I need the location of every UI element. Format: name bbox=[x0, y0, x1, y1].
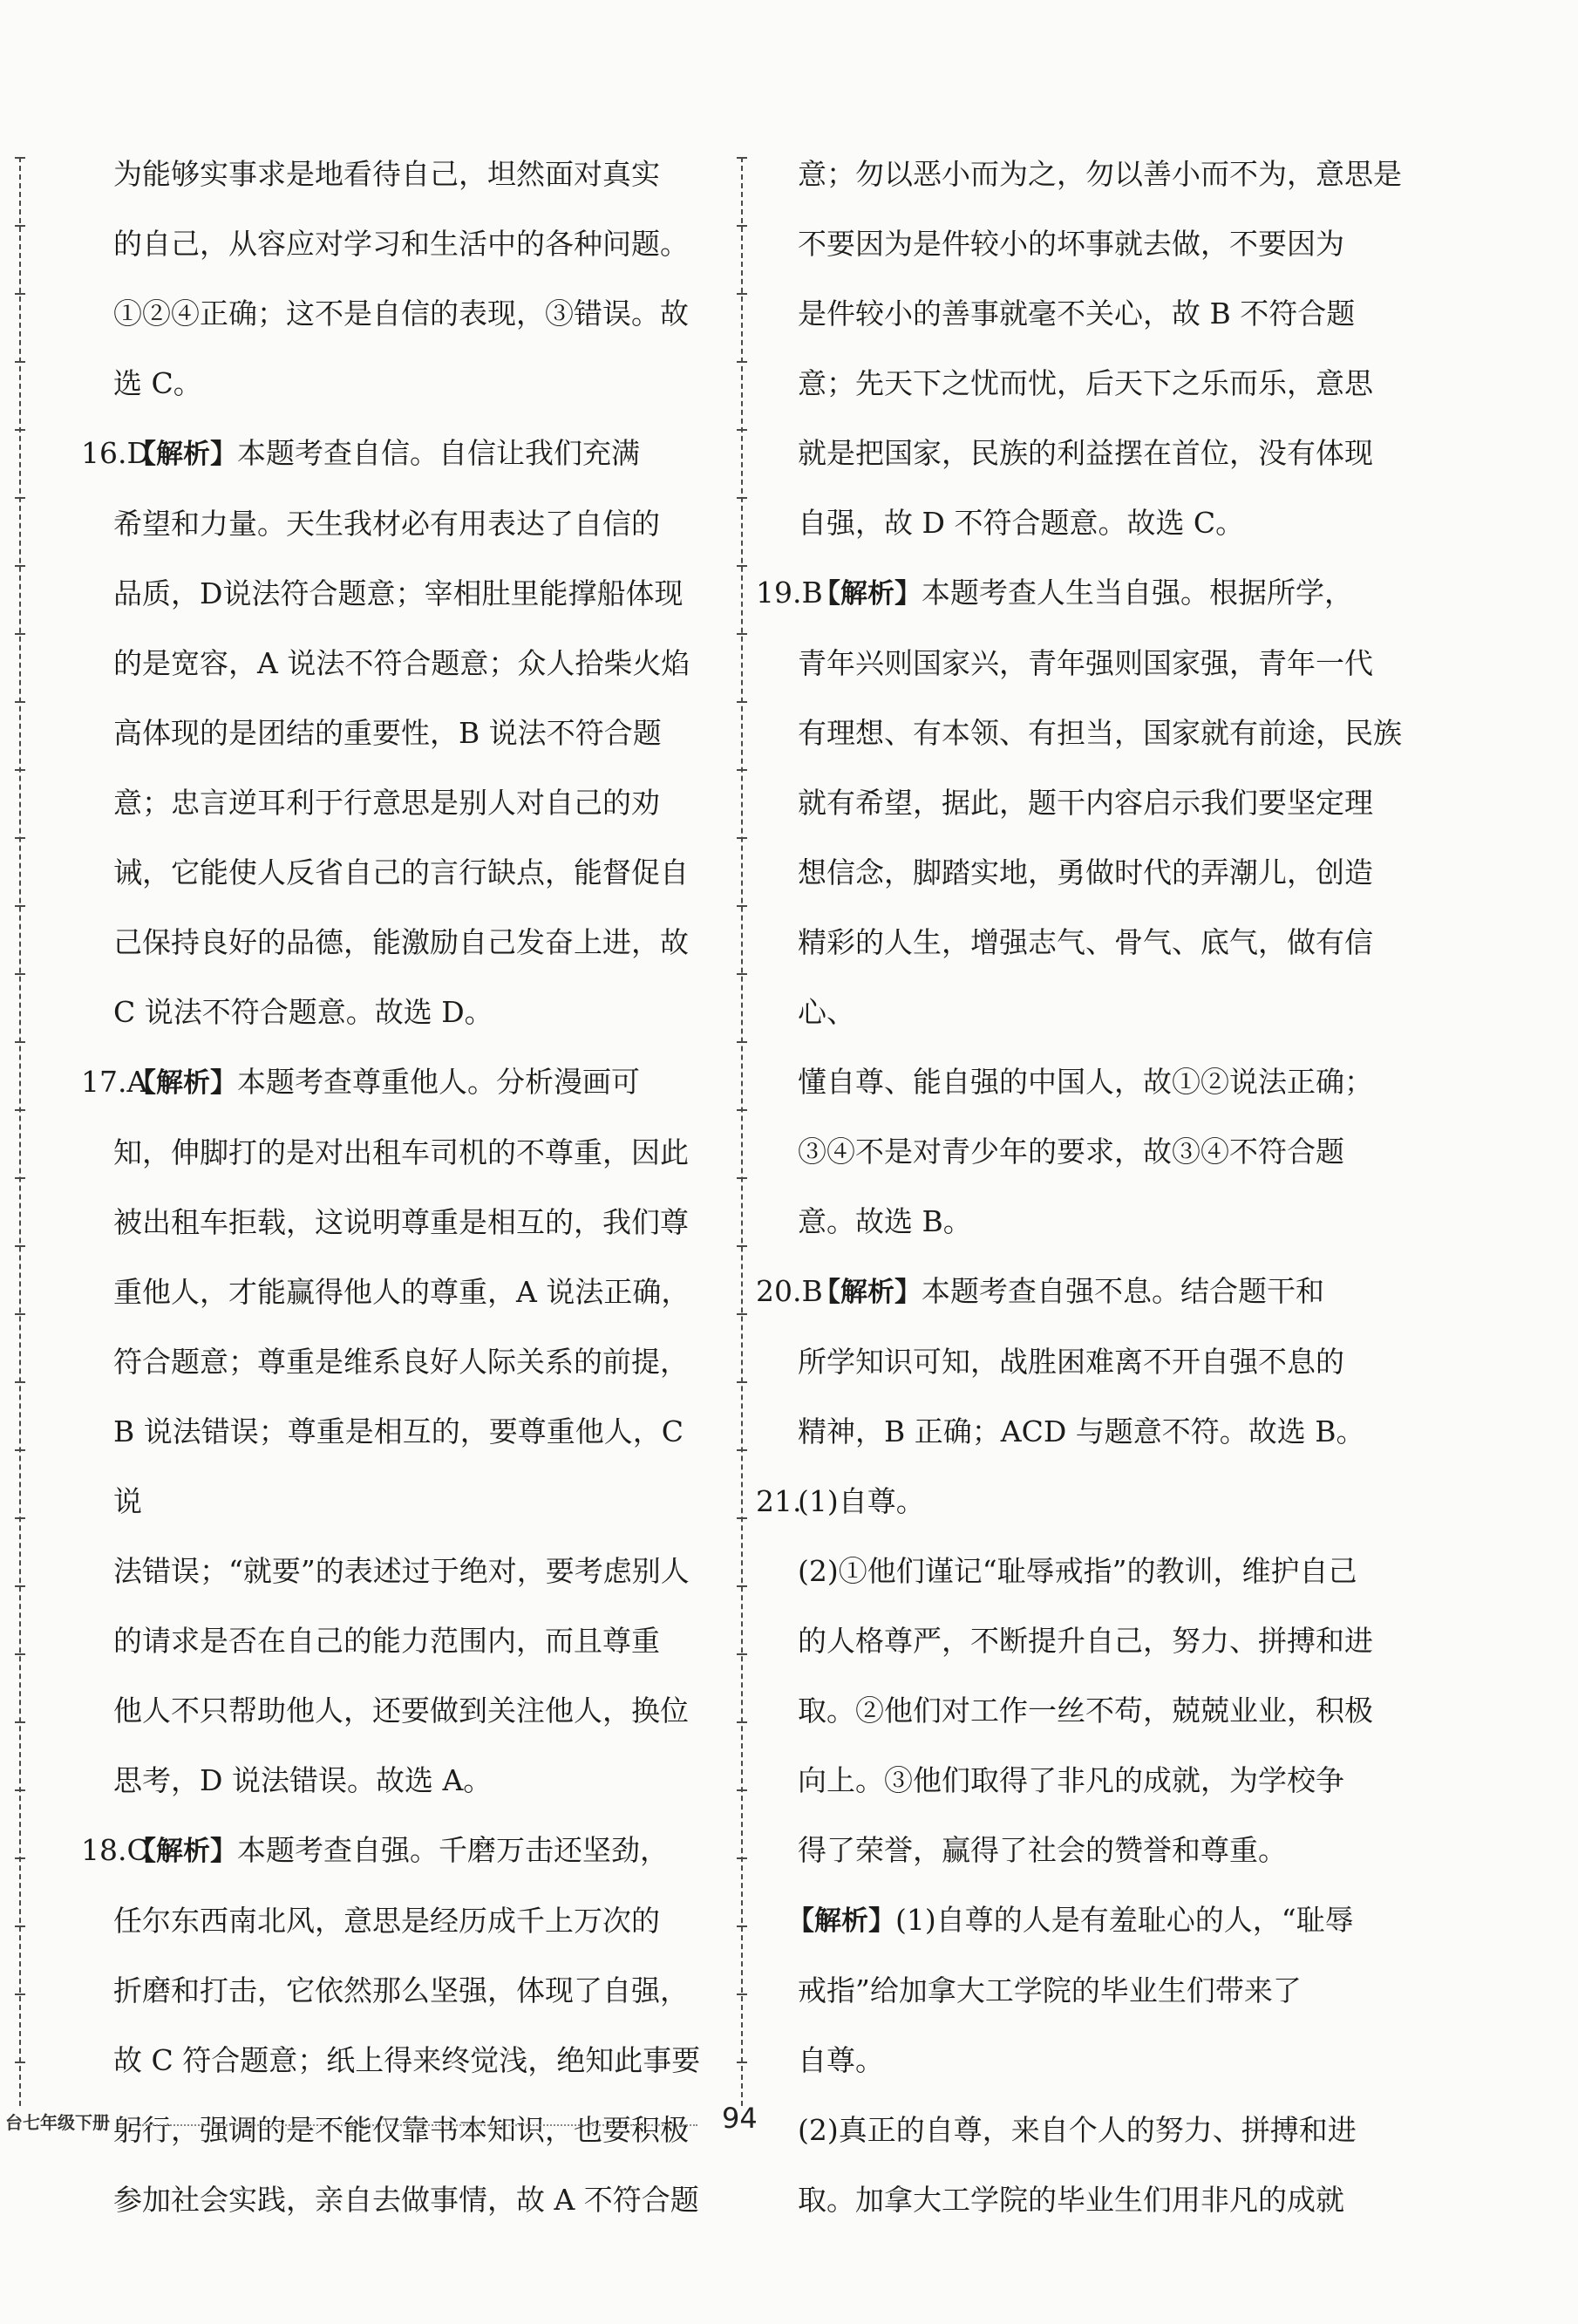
cut-line-tick bbox=[15, 497, 25, 499]
text-line: 意；忠言逆耳利于行意思是别人对自己的劝 bbox=[113, 786, 660, 820]
text-line: 【解析】本题考查自强。千磨万击还坚劲， bbox=[129, 1833, 669, 1867]
text-line: 重他人，才能赢得他人的尊重，A 说法正确， bbox=[113, 1275, 690, 1309]
cut-line-tick bbox=[737, 1653, 747, 1655]
cut-line-tick bbox=[15, 225, 25, 227]
analysis-21-part-1 bbox=[787, 1885, 1419, 2096]
cut-line-tick bbox=[737, 1857, 747, 1859]
text-line: 故 C 符合题意；纸上得来终觉浅，绝知此事要 bbox=[113, 2043, 701, 2077]
cut-line-tick bbox=[15, 1857, 25, 1859]
cut-line-tick bbox=[15, 429, 25, 431]
text-line: 的自己，从容应对学习和生活中的各种问题。 bbox=[113, 227, 689, 261]
text-line: 己保持良好的品德，能激励自己发奋上进，故 bbox=[113, 925, 689, 959]
text-line: 懂自尊、能自强的中国人，故①②说法正确； bbox=[798, 1065, 1373, 1099]
analysis-tag: 【解析】 bbox=[129, 439, 237, 470]
cut-line-tick bbox=[15, 157, 25, 159]
answer-item-18 bbox=[81, 1816, 703, 2235]
text-line: (1)自尊。 bbox=[798, 1484, 925, 1518]
question-number: 16.D bbox=[81, 436, 150, 470]
text-line: 自尊。 bbox=[798, 2043, 884, 2077]
text-line: 希望和力量。天生我材必有用表达了自信的 bbox=[113, 507, 660, 541]
text-line: 躬行，强调的是不能仅靠书本知识，也要积极 bbox=[113, 2113, 689, 2147]
text-line: 就有希望，据此，题干内容启示我们要坚定理 bbox=[798, 786, 1373, 820]
text-line: 的是宽容，A 说法不符合题意；众人拾柴火焰 bbox=[113, 646, 690, 680]
binding-cut-line-left bbox=[19, 157, 21, 2106]
cut-line-tick bbox=[15, 1109, 25, 1111]
question-number: 19.B bbox=[756, 576, 823, 610]
analysis-tag: 【解析】 bbox=[129, 1067, 237, 1099]
text-line: 取。②他们对工作一丝不苟，兢兢业业，积极 bbox=[798, 1694, 1373, 1728]
text-line: 有理想、有本领、有担当，国家就有前途，民族 bbox=[798, 716, 1402, 750]
text-line: 【解析】本题考查自强不息。结合题干和 bbox=[813, 1274, 1324, 1308]
text-line: 被出租车拒载，这说明尊重是相互的，我们尊 bbox=[113, 1205, 689, 1239]
text-line: 精彩的人生，增强志气、骨气、底气，做有信心、 bbox=[798, 925, 1373, 1029]
text-line: 【解析】(1)自尊的人是有羞耻心的人，“耻辱 bbox=[787, 1903, 1354, 1937]
cut-line-tick bbox=[15, 361, 25, 363]
text-line: 诫，它能使人反省自己的言行缺点，能督促自 bbox=[113, 855, 689, 889]
cut-line-tick bbox=[737, 1381, 747, 1383]
question-number: 20.B bbox=[756, 1274, 823, 1308]
text-line: 品质，D说法符合题意；宰相肚里能撑船体现 bbox=[113, 576, 684, 610]
cut-line-tick bbox=[15, 293, 25, 295]
cut-line-tick bbox=[737, 497, 747, 499]
question-number: 17.A bbox=[81, 1065, 148, 1099]
cut-line-tick bbox=[737, 225, 747, 227]
cut-line-tick bbox=[15, 1993, 25, 1995]
cut-line-tick bbox=[15, 1313, 25, 1315]
analysis-tag: 【解析】 bbox=[813, 578, 922, 610]
analysis-21-part-2 bbox=[787, 2096, 1419, 2235]
text-line: (2)真正的自尊，来自个人的努力、拼搏和进 bbox=[798, 2113, 1357, 2147]
answer-item-20 bbox=[756, 1257, 1419, 1467]
cut-line-tick bbox=[15, 769, 25, 771]
text-line: B 说法错误；尊重是相互的，要尊重他人，C 说 bbox=[113, 1414, 684, 1518]
text-line: 思考，D 说法错误。故选 A。 bbox=[113, 1763, 493, 1797]
analysis-tag: 【解析】 bbox=[813, 1277, 922, 1308]
text-line: 青年兴则国家兴，青年强则国家强，青年一代 bbox=[798, 646, 1373, 680]
cut-line-tick bbox=[15, 1721, 25, 1723]
cut-line-tick bbox=[15, 1381, 25, 1383]
cut-line-tick bbox=[737, 1789, 747, 1791]
left-column bbox=[81, 140, 703, 2235]
cut-line-tick bbox=[737, 361, 747, 363]
text-line: 【解析】本题考查尊重他人。分析漫画可 bbox=[129, 1065, 640, 1099]
cut-line-tick bbox=[737, 1245, 747, 1247]
text-line: 法错误；“就要”的表述过于绝对，要考虑别人 bbox=[113, 1554, 690, 1588]
text-line: 不要因为是件较小的坏事就去做，不要因为 bbox=[798, 227, 1344, 261]
text-line: ①②④正确；这不是自信的表现，③错误。故 bbox=[113, 296, 689, 331]
cut-line-tick bbox=[15, 1041, 25, 1043]
cut-line-tick bbox=[15, 1653, 25, 1655]
answer-item-19 bbox=[756, 558, 1419, 1257]
cut-line-tick bbox=[737, 1313, 747, 1315]
question-number: 18.C bbox=[81, 1833, 149, 1867]
cut-line-tick bbox=[737, 633, 747, 635]
text-line: 的人格尊严，不断提升自己，努力、拼搏和进 bbox=[798, 1624, 1373, 1658]
cut-line-tick bbox=[15, 1449, 25, 1451]
text-line: 自强，故 D 不符合题意。故选 C。 bbox=[798, 506, 1245, 540]
book-title-label: 台七年级下册 bbox=[5, 2112, 110, 2133]
text-line: 为能够实事求是地看待自己，坦然面对真实 bbox=[113, 157, 660, 191]
text-line: 知，伸脚打的是对出租车司机的不尊重，因此 bbox=[113, 1135, 689, 1169]
question-number: 21. bbox=[756, 1484, 802, 1518]
cut-line-tick bbox=[737, 701, 747, 703]
cut-line-tick bbox=[737, 1925, 747, 1927]
text-line: 取。加拿大工学院的毕业生们用非凡的成就 bbox=[798, 2183, 1344, 2217]
cut-line-tick bbox=[15, 633, 25, 635]
text-line: 他人不只帮助他人，还要做到关注他人，换位 bbox=[113, 1694, 689, 1728]
analysis-tag: 【解析】 bbox=[787, 1905, 895, 1937]
binding-cut-line-right bbox=[741, 157, 743, 2106]
cut-line-tick bbox=[737, 1041, 747, 1043]
cut-line-tick bbox=[15, 1789, 25, 1791]
cut-line-tick bbox=[737, 905, 747, 907]
text-line: 意；先天下之忧而忧，后天下之乐而乐，意思 bbox=[798, 366, 1373, 400]
cut-line-tick bbox=[15, 2062, 25, 2063]
cut-line-tick bbox=[15, 1517, 25, 1519]
cut-line-tick bbox=[737, 1721, 747, 1723]
cut-line-tick bbox=[737, 837, 747, 839]
analysis-tag: 【解析】 bbox=[129, 1836, 237, 1867]
cut-line-tick bbox=[15, 1585, 25, 1587]
cut-line-tick bbox=[15, 1925, 25, 1927]
cut-line-tick bbox=[737, 1585, 747, 1587]
text-line: 的请求是否在自己的能力范围内，而且尊重 bbox=[113, 1624, 660, 1658]
text-line: 是件较小的善事就毫不关心，故 B 不符合题 bbox=[798, 296, 1356, 331]
text-line: 就是把国家，民族的利益摆在首位，没有体现 bbox=[798, 436, 1373, 470]
answer-item-17 bbox=[81, 1047, 703, 1816]
text-line: 【解析】本题考查自信。自信让我们充满 bbox=[129, 436, 640, 470]
text-line: 参加社会实践，亲自去做事情，故 A 不符合题 bbox=[113, 2183, 699, 2217]
text-line: 选 C。 bbox=[113, 366, 202, 400]
text-line: 精神，B 正确；ACD 与题意不符。故选 B。 bbox=[798, 1414, 1365, 1448]
text-line: C 说法不符合题意。故选 D。 bbox=[113, 995, 493, 1029]
text-line: 戒指”给加拿大工学院的毕业生们带来了 bbox=[798, 1973, 1302, 2007]
cut-line-tick bbox=[15, 973, 25, 975]
answer-item-21 bbox=[756, 1467, 1419, 1537]
cut-line-tick bbox=[737, 565, 747, 567]
answer-21-part-2 bbox=[787, 1537, 1419, 1885]
continued-answer bbox=[103, 140, 703, 419]
cut-line-tick bbox=[737, 1177, 747, 1179]
footer-dotted-rule bbox=[139, 2124, 697, 2126]
text-line: ③④不是对青少年的要求，故③④不符合题 bbox=[798, 1135, 1344, 1169]
text-line: 符合题意；尊重是维系良好人际关系的前提， bbox=[113, 1345, 689, 1379]
text-line: 向上。③他们取得了非凡的成就，为学校争 bbox=[798, 1763, 1344, 1797]
cut-line-tick bbox=[737, 429, 747, 431]
cut-line-tick bbox=[15, 837, 25, 839]
cut-line-tick bbox=[737, 1449, 747, 1451]
cut-line-tick bbox=[15, 701, 25, 703]
text-line: 高体现的是团结的重要性，B 说法不符合题 bbox=[113, 716, 662, 750]
cut-line-tick bbox=[737, 293, 747, 295]
answer-item-16 bbox=[81, 419, 703, 1047]
cut-line-tick bbox=[15, 565, 25, 567]
cut-line-tick bbox=[737, 2062, 747, 2063]
text-line: 得了荣誉，赢得了社会的赞誉和尊重。 bbox=[798, 1833, 1287, 1867]
text-line: 所学知识可知，战胜困难离不开自强不息的 bbox=[798, 1345, 1344, 1379]
cut-line-tick bbox=[15, 1245, 25, 1247]
text-line: 想信念，脚踏实地，勇做时代的弄潮儿，创造 bbox=[798, 855, 1373, 889]
text-line: 【解析】本题考查人生当自强。根据所学， bbox=[813, 576, 1353, 610]
text-line: 折磨和打击，它依然那么坚强，体现了自强， bbox=[113, 1973, 689, 2007]
cut-line-tick bbox=[15, 1177, 25, 1179]
text-line: 任尔东西南北风，意思是经历成千上万次的 bbox=[113, 1904, 660, 1938]
text-line: 意；勿以恶小而为之，勿以善小而不为，意思是 bbox=[798, 157, 1402, 191]
page-number: 94 bbox=[722, 2102, 758, 2135]
right-column bbox=[756, 140, 1419, 2235]
cut-line-tick bbox=[737, 1993, 747, 1995]
text-line: (2)①他们谨记“耻辱戒指”的教训，维护自己 bbox=[798, 1554, 1357, 1588]
cut-line-tick bbox=[15, 905, 25, 907]
page-footer bbox=[0, 2102, 785, 2145]
cut-line-tick bbox=[737, 973, 747, 975]
cut-line-tick bbox=[737, 769, 747, 771]
continued-answer bbox=[787, 140, 1419, 558]
text-line: 意。故选 B。 bbox=[798, 1204, 972, 1238]
cut-line-tick bbox=[737, 1109, 747, 1111]
cut-line-tick bbox=[737, 157, 747, 159]
cut-line-tick bbox=[737, 1517, 747, 1519]
